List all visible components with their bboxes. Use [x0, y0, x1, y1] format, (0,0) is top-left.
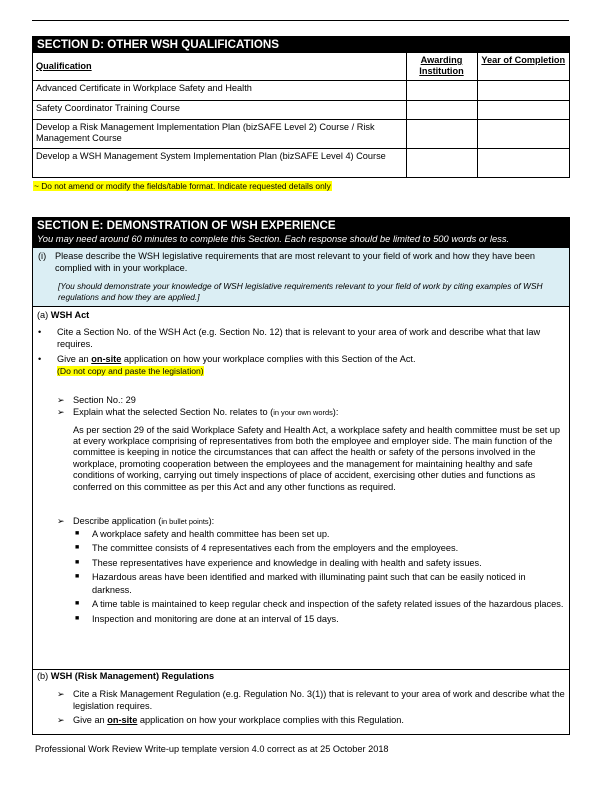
question-box	[33, 247, 569, 307]
list-item	[57, 394, 565, 406]
table-row	[33, 148, 569, 177]
section-e-header	[33, 218, 569, 247]
arrow-icon: ➢	[57, 406, 65, 417]
explanation-text[interactable]: As per section 29 of the said Workplace Safety and Health Act, a workplace safety and health committee must be set up at every workplace comprising of representatives from both the employee and employer side. The main function of the committee is keeping in notice the circumstances that can affect the health or safety of the persons involved in the workplace, promoting cooperation between the employees and the management for maintaining healthy and safe conditions of working, carrying out timely inspections of place of accident, exercising other duties and functions as conferred on this committee as per this Act and any other functions as required.	[73, 424, 561, 492]
part-b-heading: (b) WSH (Risk Management) Regulations	[37, 671, 215, 681]
part-a-title: WSH Act	[50, 310, 90, 320]
year-of-completion-header: Year of Completion	[477, 53, 569, 80]
list-item: ➢ Explain what the selected Section No. relates to (in your own words):	[57, 406, 339, 417]
qualification-cell: Develop a WSH Management System Implementation Plan (bizSAFE Level 4) Course	[33, 148, 406, 177]
qualification-cell: Safety Coordinator Training Course	[33, 100, 406, 119]
awarding-cell[interactable]	[406, 148, 477, 177]
bullet-icon: •	[38, 326, 42, 337]
qualifications-table	[33, 53, 569, 177]
list-item: • Cite a Section No. of the WSH Act (e.g. Section No. 12) that is relevant to your area of work and describe what that law requires.	[38, 326, 541, 349]
list-item: ■ A time table is maintained to keep regular check and inspection of the safety related issues of the hazardous places.	[75, 599, 564, 610]
awarding-institution-header: Awarding Institution	[406, 53, 477, 80]
list-item: ■ Inspection and monitoring are done at an interval of 15 days.	[75, 613, 339, 624]
divider	[33, 669, 569, 670]
section-e	[32, 217, 570, 735]
section-d-title: SECTION D: OTHER WSH QUALIFICATIONS	[33, 37, 569, 53]
year-cell[interactable]	[477, 119, 569, 148]
awarding-cell[interactable]	[406, 119, 477, 148]
year-cell[interactable]	[477, 148, 569, 177]
table-row	[33, 100, 569, 119]
section-d	[32, 36, 570, 178]
arrow-icon: ➢	[57, 714, 65, 725]
square-bullet-icon: ■	[75, 573, 80, 581]
question-text: Please describe the WSH legislative requirements that are most relevant to your field of work and how they have been complied with in your workplace.	[55, 251, 536, 273]
awarding-cell[interactable]	[406, 80, 477, 100]
part-b	[37, 671, 565, 726]
square-bullet-icon: ■	[75, 544, 80, 552]
table-row	[33, 119, 569, 148]
part-b-title: WSH (Risk Management) Regulations	[50, 671, 215, 681]
section-number: Section No.: 29	[73, 394, 136, 405]
year-cell[interactable]	[477, 100, 569, 119]
list-item: ■ A workplace safety and health committee has been set up.	[75, 528, 330, 539]
awarding-cell[interactable]	[406, 100, 477, 119]
square-bullet-icon: ■	[75, 614, 80, 622]
table-header-row	[33, 53, 569, 80]
list-item: ■ These representatives have experience and knowledge in dealing with health and safety issues.	[75, 557, 482, 568]
top-rule	[32, 20, 569, 21]
question-number: (i)	[38, 251, 47, 261]
list-item: ➢ Describe application (in bullet points):	[57, 515, 215, 526]
section-e-title: SECTION E: DEMONSTRATION OF WSH EXPERIENCE	[37, 219, 336, 232]
list-item: ➢ Cite a Risk Management Regulation (e.g. Regulation No. 3(1)) that is relevant to your area of work and describe what the legislation requires.	[57, 688, 565, 711]
question-hint: [You should demonstrate your knowledge of WSH legislative requirements relevant to your field of work by citing examples of WSH regulations and how they are applied.]	[58, 281, 543, 302]
list-item: ■ The committee consists of 4 representatives each from the employers and the employees.	[75, 543, 459, 554]
bullet-icon: •	[38, 353, 42, 364]
page-footer: Professional Work Review Write-up template version 4.0 correct as at 25 October 2018	[35, 744, 389, 754]
list-item: ■ Hazardous areas have been identified and marked with illuminating paint such that can be easily noticed in darkness.	[75, 572, 526, 595]
arrow-icon: ➢	[57, 515, 65, 526]
qualification-cell: Advanced Certificate in Workplace Safety and Health	[33, 80, 406, 100]
table-row	[33, 80, 569, 100]
arrow-icon: ➢	[57, 688, 65, 699]
list-item: • Give an on-site application on how your workplace complies with this Section of the Act. (Do not copy and paste the legislation)	[38, 353, 416, 376]
part-a	[33, 307, 569, 625]
square-bullet-icon: ■	[75, 558, 80, 566]
qualification-cell: Develop a Risk Management Implementation Plan (bizSAFE Level 2) Course / Risk Management Course	[33, 119, 406, 148]
warning-note: (Do not copy and paste the legislation)	[57, 365, 204, 376]
square-bullet-icon: ■	[75, 529, 80, 537]
format-note: ~ Do not amend or modify the fields/table format. Indicate requested details only	[34, 181, 331, 191]
arrow-icon: ➢	[57, 394, 65, 405]
section-e-subtitle: You may need around 60 minutes to complete this Section. Each response should be limited to 500 words or less.	[37, 233, 510, 244]
square-bullet-icon: ■	[75, 600, 80, 608]
list-item: ➢ Give an on-site application on how your workplace complies with this Regulation.	[57, 714, 404, 725]
year-cell[interactable]	[477, 80, 569, 100]
qualification-header: Qualification	[33, 53, 406, 80]
part-a-heading: (a) WSH Act	[37, 310, 90, 320]
